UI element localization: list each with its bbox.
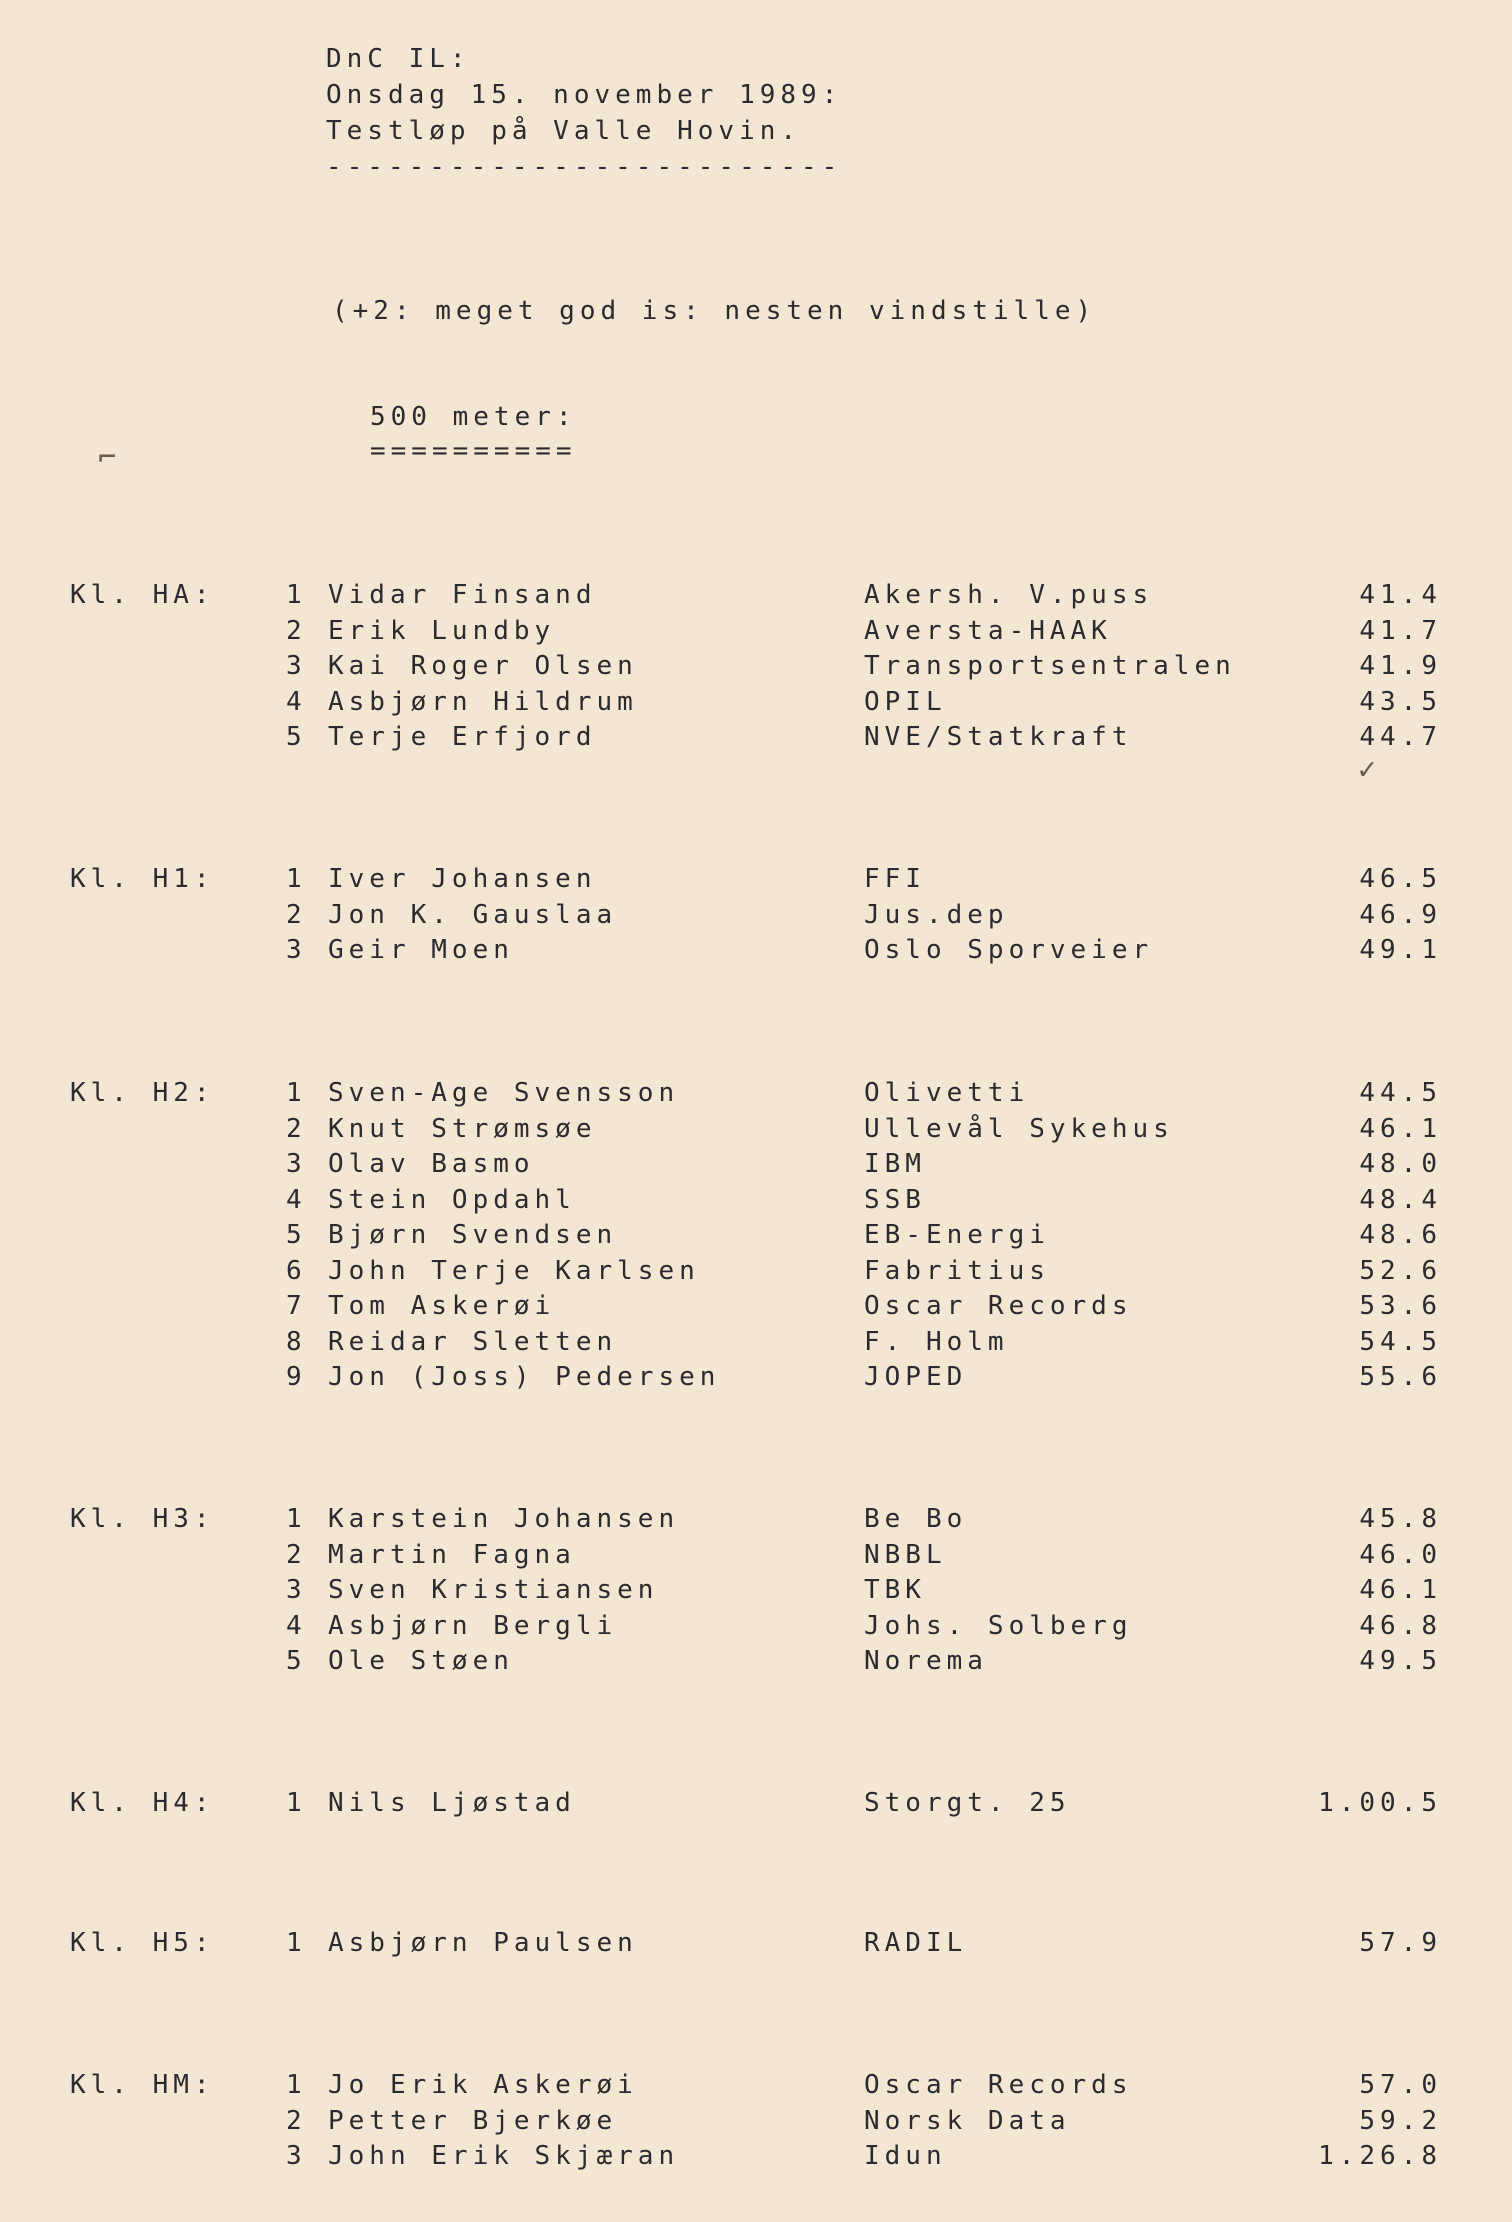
placing: 2 (286, 899, 307, 930)
club-name: Fabritius (864, 1255, 1050, 1286)
club-name: Jus.dep (864, 899, 1009, 930)
result-time: 49.1 (1359, 935, 1442, 965)
club-name: Oscar Records (864, 2070, 1133, 2100)
athlete-name: Tom Askerøi (328, 1291, 556, 1321)
placing: 1 (286, 1504, 307, 1534)
result-row (0, 1611, 1512, 1647)
distance-heading: 500 meter: (370, 402, 577, 432)
club-name: IBM (864, 1149, 926, 1179)
result-time: 59.2 (1359, 2105, 1442, 2136)
result-time: 57.0 (1359, 2070, 1442, 2100)
placing: 8 (286, 1326, 307, 1357)
result-row (0, 1291, 1512, 1327)
result-time: 46.9 (1359, 899, 1442, 930)
result-time: 41.4 (1359, 580, 1442, 610)
placing: 5 (286, 1646, 307, 1676)
club-name: JOPED (864, 1362, 968, 1392)
organizer-line: DnC IL: (326, 44, 471, 74)
athlete-name: Erik Lundby (328, 615, 556, 646)
result-row (0, 1327, 1512, 1363)
placing: 6 (286, 1255, 307, 1286)
club-name: Norema (864, 1646, 988, 1676)
placing: 1 (286, 1078, 307, 1108)
athlete-name: Asbjørn Hildrum (328, 686, 638, 717)
result-row (0, 1185, 1512, 1221)
class-label: Kl. H5: (70, 1928, 215, 1958)
placing: 2 (286, 1113, 307, 1144)
placing: 5 (286, 722, 307, 752)
placing: 3 (286, 1149, 307, 1179)
result-time: 48.0 (1359, 1149, 1442, 1179)
result-row (0, 1646, 1512, 1682)
club-name: Transportsentralen (864, 651, 1236, 681)
club-name: Olivetti (864, 1078, 1030, 1108)
result-row (0, 1149, 1512, 1185)
result-row (0, 1078, 1512, 1114)
placing: 4 (286, 1184, 307, 1215)
result-time: 57.9 (1359, 1928, 1442, 1958)
athlete-name: Vidar Finsand (328, 580, 597, 610)
date-line: Onsdag 15. november 1989: (326, 80, 843, 110)
result-row (0, 1256, 1512, 1292)
placing: 1 (286, 864, 307, 894)
class-label: Kl. H3: (70, 1504, 215, 1534)
club-name: Akersh. V.puss (864, 580, 1154, 610)
athlete-name: Iver Johansen (328, 864, 597, 894)
club-name: Ullevål Sykehus (864, 1113, 1174, 1144)
placing: 3 (286, 2141, 307, 2171)
header-underline: ------------------------- (326, 152, 843, 182)
athlete-name: Jo Erik Askerøi (328, 2070, 638, 2100)
placing: 1 (286, 2070, 307, 2100)
club-name: Idun (864, 2141, 947, 2171)
club-name: FFI (864, 864, 926, 894)
club-name: SSB (864, 1184, 926, 1215)
result-row (0, 651, 1512, 687)
athlete-name: Jon K. Gauslaa (328, 899, 618, 930)
result-time: 55.6 (1359, 1362, 1442, 1392)
result-row (0, 616, 1512, 652)
athlete-name: Stein Opdahl (328, 1184, 576, 1215)
athlete-name: Sven-Age Svensson (328, 1078, 680, 1108)
result-row (0, 1788, 1512, 1824)
result-row (0, 1540, 1512, 1576)
result-time: 41.7 (1359, 615, 1442, 646)
result-row (0, 1362, 1512, 1398)
athlete-name: Jon (Joss) Pedersen (328, 1362, 721, 1392)
result-time: 46.8 (1359, 1610, 1442, 1641)
result-time: 1.26.8 (1318, 2141, 1442, 2171)
placing: 2 (286, 2105, 307, 2136)
result-row (0, 1504, 1512, 1540)
result-time: 54.5 (1359, 1326, 1442, 1357)
athlete-name: John Erik Skjæran (328, 2141, 680, 2171)
class-label: Kl. H2: (70, 1078, 215, 1108)
result-row (0, 935, 1512, 971)
athlete-name: Kai Roger Olsen (328, 651, 638, 681)
club-name: EB-Energi (864, 1220, 1050, 1250)
placing: 3 (286, 651, 307, 681)
result-time: 41.9 (1359, 651, 1442, 681)
result-row (0, 2070, 1512, 2106)
result-time: 53.6 (1359, 1291, 1442, 1321)
class-label: Kl. H4: (70, 1788, 215, 1818)
placing: 5 (286, 1220, 307, 1250)
athlete-name: Olav Basmo (328, 1149, 535, 1179)
result-time: 46.1 (1359, 1575, 1442, 1605)
class-label: Kl. HA: (70, 580, 215, 610)
result-time: 52.6 (1359, 1255, 1442, 1286)
result-row (0, 900, 1512, 936)
result-row (0, 687, 1512, 723)
athlete-name: Knut Strømsøe (328, 1113, 597, 1144)
result-time: 44.5 (1359, 1078, 1442, 1108)
athlete-name: Geir Moen (328, 935, 514, 965)
athlete-name: Asbjørn Bergli (328, 1610, 618, 1641)
result-time: 49.5 (1359, 1646, 1442, 1676)
result-row (0, 1928, 1512, 1964)
result-row (0, 722, 1512, 758)
result-row (0, 2141, 1512, 2177)
club-name: Be Bo (864, 1504, 968, 1534)
class-label: Kl. H1: (70, 864, 215, 894)
placing: 4 (286, 1610, 307, 1641)
event-line: Testløp på Valle Hovin. (326, 116, 802, 146)
placing: 1 (286, 580, 307, 610)
club-name: F. Holm (864, 1326, 1009, 1357)
club-name: Storgt. 25 (864, 1788, 1071, 1818)
athlete-name: Reidar Sletten (328, 1326, 618, 1357)
result-row (0, 1114, 1512, 1150)
athlete-name: Nils Ljøstad (328, 1788, 576, 1818)
club-name: Aversta-HAAK (864, 615, 1112, 646)
club-name: Johs. Solberg (864, 1610, 1133, 1641)
athlete-name: John Terje Karlsen (328, 1255, 700, 1286)
placing: 3 (286, 935, 307, 965)
placing: 2 (286, 1539, 307, 1570)
result-time: 48.6 (1359, 1220, 1442, 1250)
athlete-name: Terje Erfjord (328, 722, 597, 752)
club-name: NBBL (864, 1539, 947, 1570)
distance-underline: ========== (370, 436, 577, 466)
result-time: 44.7 (1359, 722, 1442, 752)
placing: 1 (286, 1928, 307, 1958)
athlete-name: Sven Kristiansen (328, 1575, 659, 1605)
club-name: Oscar Records (864, 1291, 1133, 1321)
club-name: NVE/Statkraft (864, 722, 1133, 752)
placing: 9 (286, 1362, 307, 1392)
result-time: 46.0 (1359, 1539, 1442, 1570)
placing: 2 (286, 615, 307, 646)
athlete-name: Martin Fagna (328, 1539, 576, 1570)
class-label: Kl. HM: (70, 2070, 215, 2100)
result-time: 46.5 (1359, 864, 1442, 894)
club-name: Oslo Sporveier (864, 935, 1154, 965)
result-row (0, 1220, 1512, 1256)
check-mark: ✓ (1358, 752, 1377, 787)
result-row (0, 1575, 1512, 1611)
result-time: 48.4 (1359, 1184, 1442, 1215)
placing: 1 (286, 1788, 307, 1818)
result-time: 1.00.5 (1318, 1788, 1442, 1818)
result-row (0, 580, 1512, 616)
club-name: RADIL (864, 1928, 968, 1958)
result-row (0, 864, 1512, 900)
result-time: 46.1 (1359, 1113, 1442, 1144)
athlete-name: Bjørn Svendsen (328, 1220, 618, 1250)
placing: 4 (286, 686, 307, 717)
athlete-name: Petter Bjerkøe (328, 2105, 618, 2136)
club-name: Norsk Data (864, 2105, 1071, 2136)
athlete-name: Karstein Johansen (328, 1504, 680, 1534)
placing: 7 (286, 1291, 307, 1321)
result-time: 45.8 (1359, 1504, 1442, 1534)
result-row (0, 2106, 1512, 2142)
placing: 3 (286, 1575, 307, 1605)
club-name: OPIL (864, 686, 947, 717)
athlete-name: Ole Støen (328, 1646, 514, 1676)
pen-mark: ⌐ (98, 440, 117, 475)
conditions-note: (+2: meget god is: nesten vindstille) (332, 296, 1097, 326)
athlete-name: Asbjørn Paulsen (328, 1928, 638, 1958)
result-time: 43.5 (1359, 686, 1442, 717)
club-name: TBK (864, 1575, 926, 1605)
